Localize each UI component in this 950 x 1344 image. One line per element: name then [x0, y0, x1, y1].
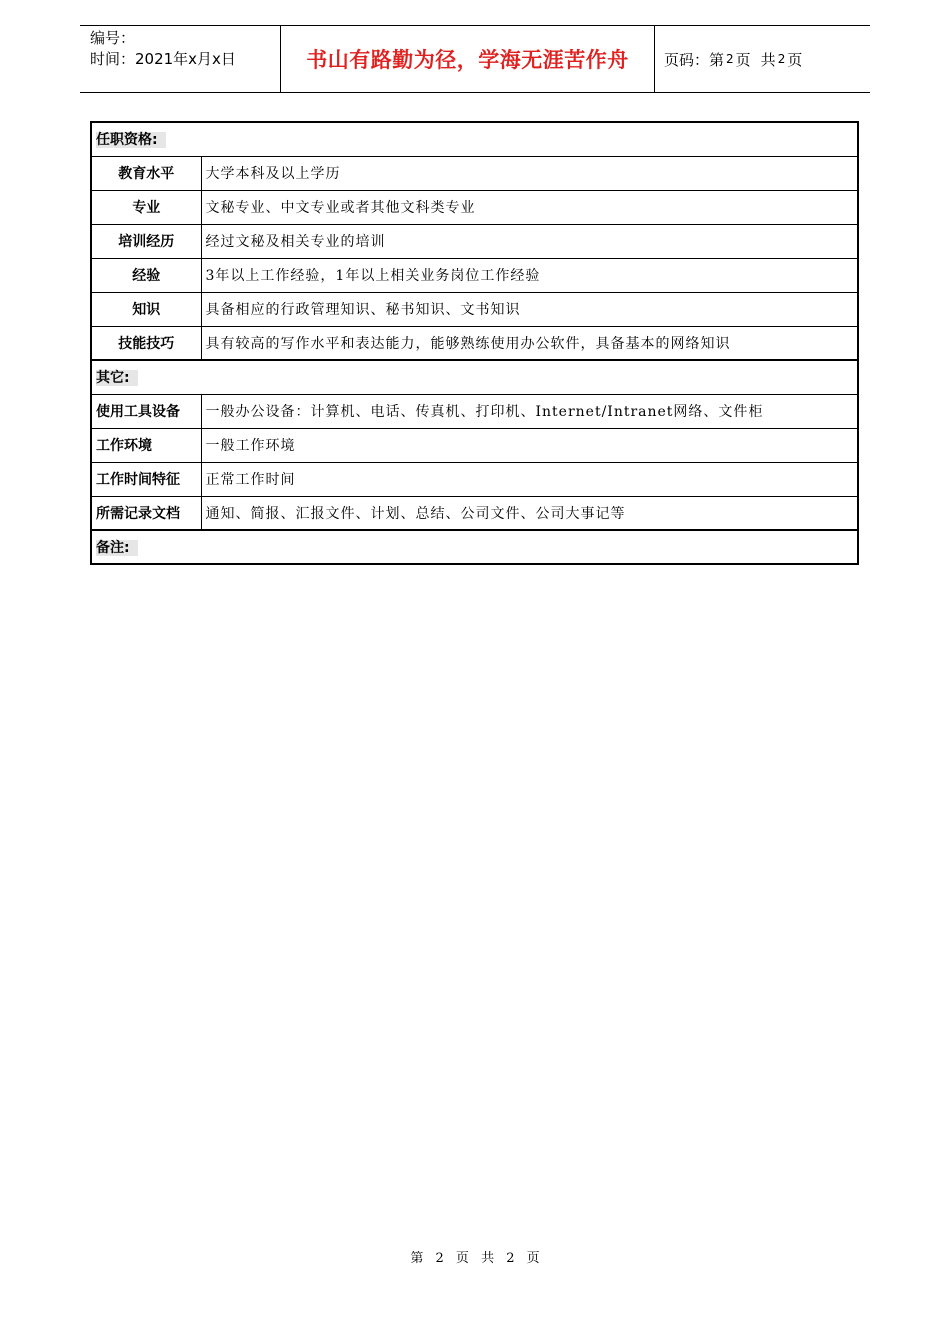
- row-label: 教育水平: [91, 156, 201, 190]
- table-row: [91, 292, 858, 326]
- header-page-indicator: [664, 26, 802, 92]
- table-row: [91, 156, 858, 190]
- footer-total-prefix: 共: [481, 1251, 495, 1266]
- page-total: 2: [777, 52, 786, 66]
- table-row: [91, 190, 858, 224]
- page-header: [80, 25, 870, 93]
- page-unit: 页: [735, 50, 751, 69]
- row-value: 一般工作环境: [201, 428, 858, 462]
- row-value: 大学本科及以上学历: [201, 156, 858, 190]
- row-label: 工作时间特征: [91, 462, 201, 496]
- document-number-label: 编号：: [90, 29, 136, 47]
- table-row: [91, 462, 858, 496]
- row-value: 一般办公设备：计算机、电话、传真机、打印机、Internet/Intranet网络、文件柜: [201, 394, 858, 428]
- row-label: 专业: [91, 190, 201, 224]
- table-row: [91, 258, 858, 292]
- row-value: 通知、简报、汇报文件、计划、总结、公司文件、公司大事记等: [201, 496, 858, 530]
- footer-page-prefix: 第: [410, 1251, 424, 1266]
- header-meta: [90, 28, 280, 70]
- footer-page-unit: 页: [455, 1251, 469, 1266]
- row-label: 经验: [91, 258, 201, 292]
- page-total-unit: 页: [787, 50, 803, 69]
- row-label: 技能技巧: [91, 326, 201, 360]
- row-label: 所需记录文档: [91, 496, 201, 530]
- section-row-other: [91, 360, 858, 394]
- page-total-label: 共: [760, 50, 776, 69]
- section-row-qualifications: [91, 122, 858, 156]
- row-label: 使用工具设备: [91, 394, 201, 428]
- table-row: [91, 496, 858, 530]
- row-value: 文秘专业、中文专业或者其他文科类专业: [201, 190, 858, 224]
- row-value: 经过文秘及相关专业的培训: [201, 224, 858, 258]
- table-row: [91, 224, 858, 258]
- header-divider: [654, 26, 655, 92]
- footer-total-unit: 页: [526, 1251, 540, 1266]
- document-time-label: 时间：2021年x月x日: [90, 50, 236, 68]
- row-value: 正常工作时间: [201, 462, 858, 496]
- footer-page-total: 2: [506, 1251, 515, 1266]
- row-value: 3年以上工作经验，1年以上相关业务岗位工作经验: [201, 258, 858, 292]
- row-label: 工作环境: [91, 428, 201, 462]
- footer-page-current: 2: [435, 1251, 444, 1266]
- header-motto: 书山有路勤为径，学海无涯苦作舟: [306, 48, 629, 72]
- page-label: 页码：第: [664, 50, 725, 69]
- job-spec-table: [90, 121, 859, 565]
- row-label: 培训经历: [91, 224, 201, 258]
- section-title-other: 其它:: [96, 370, 138, 386]
- table-row: [91, 394, 858, 428]
- row-label: 知识: [91, 292, 201, 326]
- page-current: 2: [726, 52, 734, 66]
- row-value: 具备相应的行政管理知识、秘书知识、文书知识: [201, 292, 858, 326]
- section-title-remarks: 备注:: [96, 540, 138, 556]
- section-row-remarks: [91, 530, 858, 564]
- table-row: [91, 326, 858, 360]
- section-title-qualifications: 任职资格:: [96, 132, 166, 148]
- table-row: [91, 428, 858, 462]
- page-footer: [0, 1247, 950, 1266]
- row-value: 具有较高的写作水平和表达能力，能够熟练使用办公软件，具备基本的网络知识: [201, 326, 858, 360]
